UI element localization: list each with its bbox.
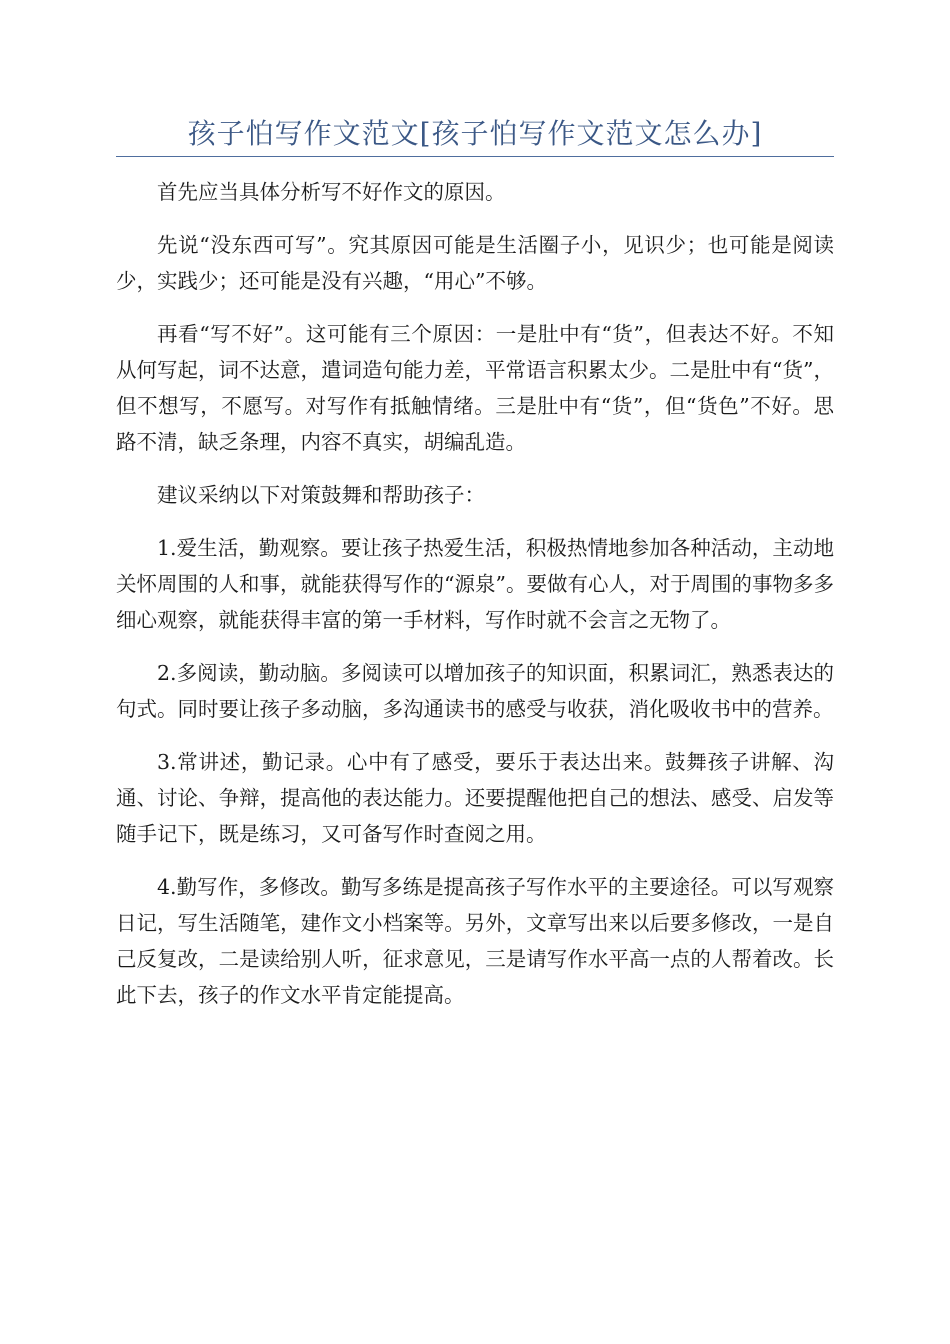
- paragraph-intro: 首先应当具体分析写不好作文的原因。: [157, 180, 506, 204]
- paragraph-nothing-to-write: 先说“没东西可写”。究其原因可能是生活圈子小，见识少；也可能是阅读少，实践少；还可能是没有兴趣，“用心”不够。: [116, 233, 834, 293]
- paragraph-tip-2: 2.多阅读，勤动脑。多阅读可以增加孩子的知识面，积累词汇，熟悉表达的句式。同时要让孩子多动脑，多沟通读书的感受与收获，消化吸收书中的营养。: [116, 661, 834, 721]
- document-body: [116, 170, 834, 1030]
- paragraph-suggestions-lead: 建议采纳以下对策鼓舞和帮助孩子：: [157, 483, 485, 507]
- paragraph-tip-3: 3.常讲述，勤记录。心中有了感受，要乐于表达出来。鼓舞孩子讲解、沟通、讨论、争辩，提高他的表达能力。还要提醒他把自己的想法、感受、启发等随手记下，既是练习，又可备写作时查阅之用。: [116, 750, 834, 846]
- paragraph-tip-4: 4.勤写作，多修改。勤写多练是提高孩子写作水平的主要途径。可以写观察日记，写生活随笔，建作文小档案等。另外，文章写出来以后要多修改，一是自己反复改，二是读给别人听，征求意见，三是请写作水平高一点的人帮着改。长此下去，孩子的作文水平肯定能提高。: [116, 875, 834, 1007]
- paragraph-tip-1: 1.爱生活，勤观察。要让孩子热爱生活，积极热情地参加各种活动，主动地关怀周围的人和事，就能获得写作的“源泉”。要做有心人，对于周围的事物多多细心观察，就能获得丰富的第一手材料，写作时就不会言之无物了。: [116, 536, 834, 632]
- paragraph-cannot-write-well: 再看“写不好”。这可能有三个原因：一是肚中有“货”，但表达不好。不知从何写起，词不达意，遣词造句能力差，平常语言积累太少。二是肚中有“货”，但不想写，不愿写。对写作有抵触情绪。三是肚中有“货”，但“货色”不好。思路不清，缺乏条理，内容不真实，胡编乱造。: [116, 322, 834, 454]
- document-title: 孩子怕写作文范文[孩子怕写作文范文怎么办]: [187, 117, 763, 150]
- title-underline: [116, 156, 834, 157]
